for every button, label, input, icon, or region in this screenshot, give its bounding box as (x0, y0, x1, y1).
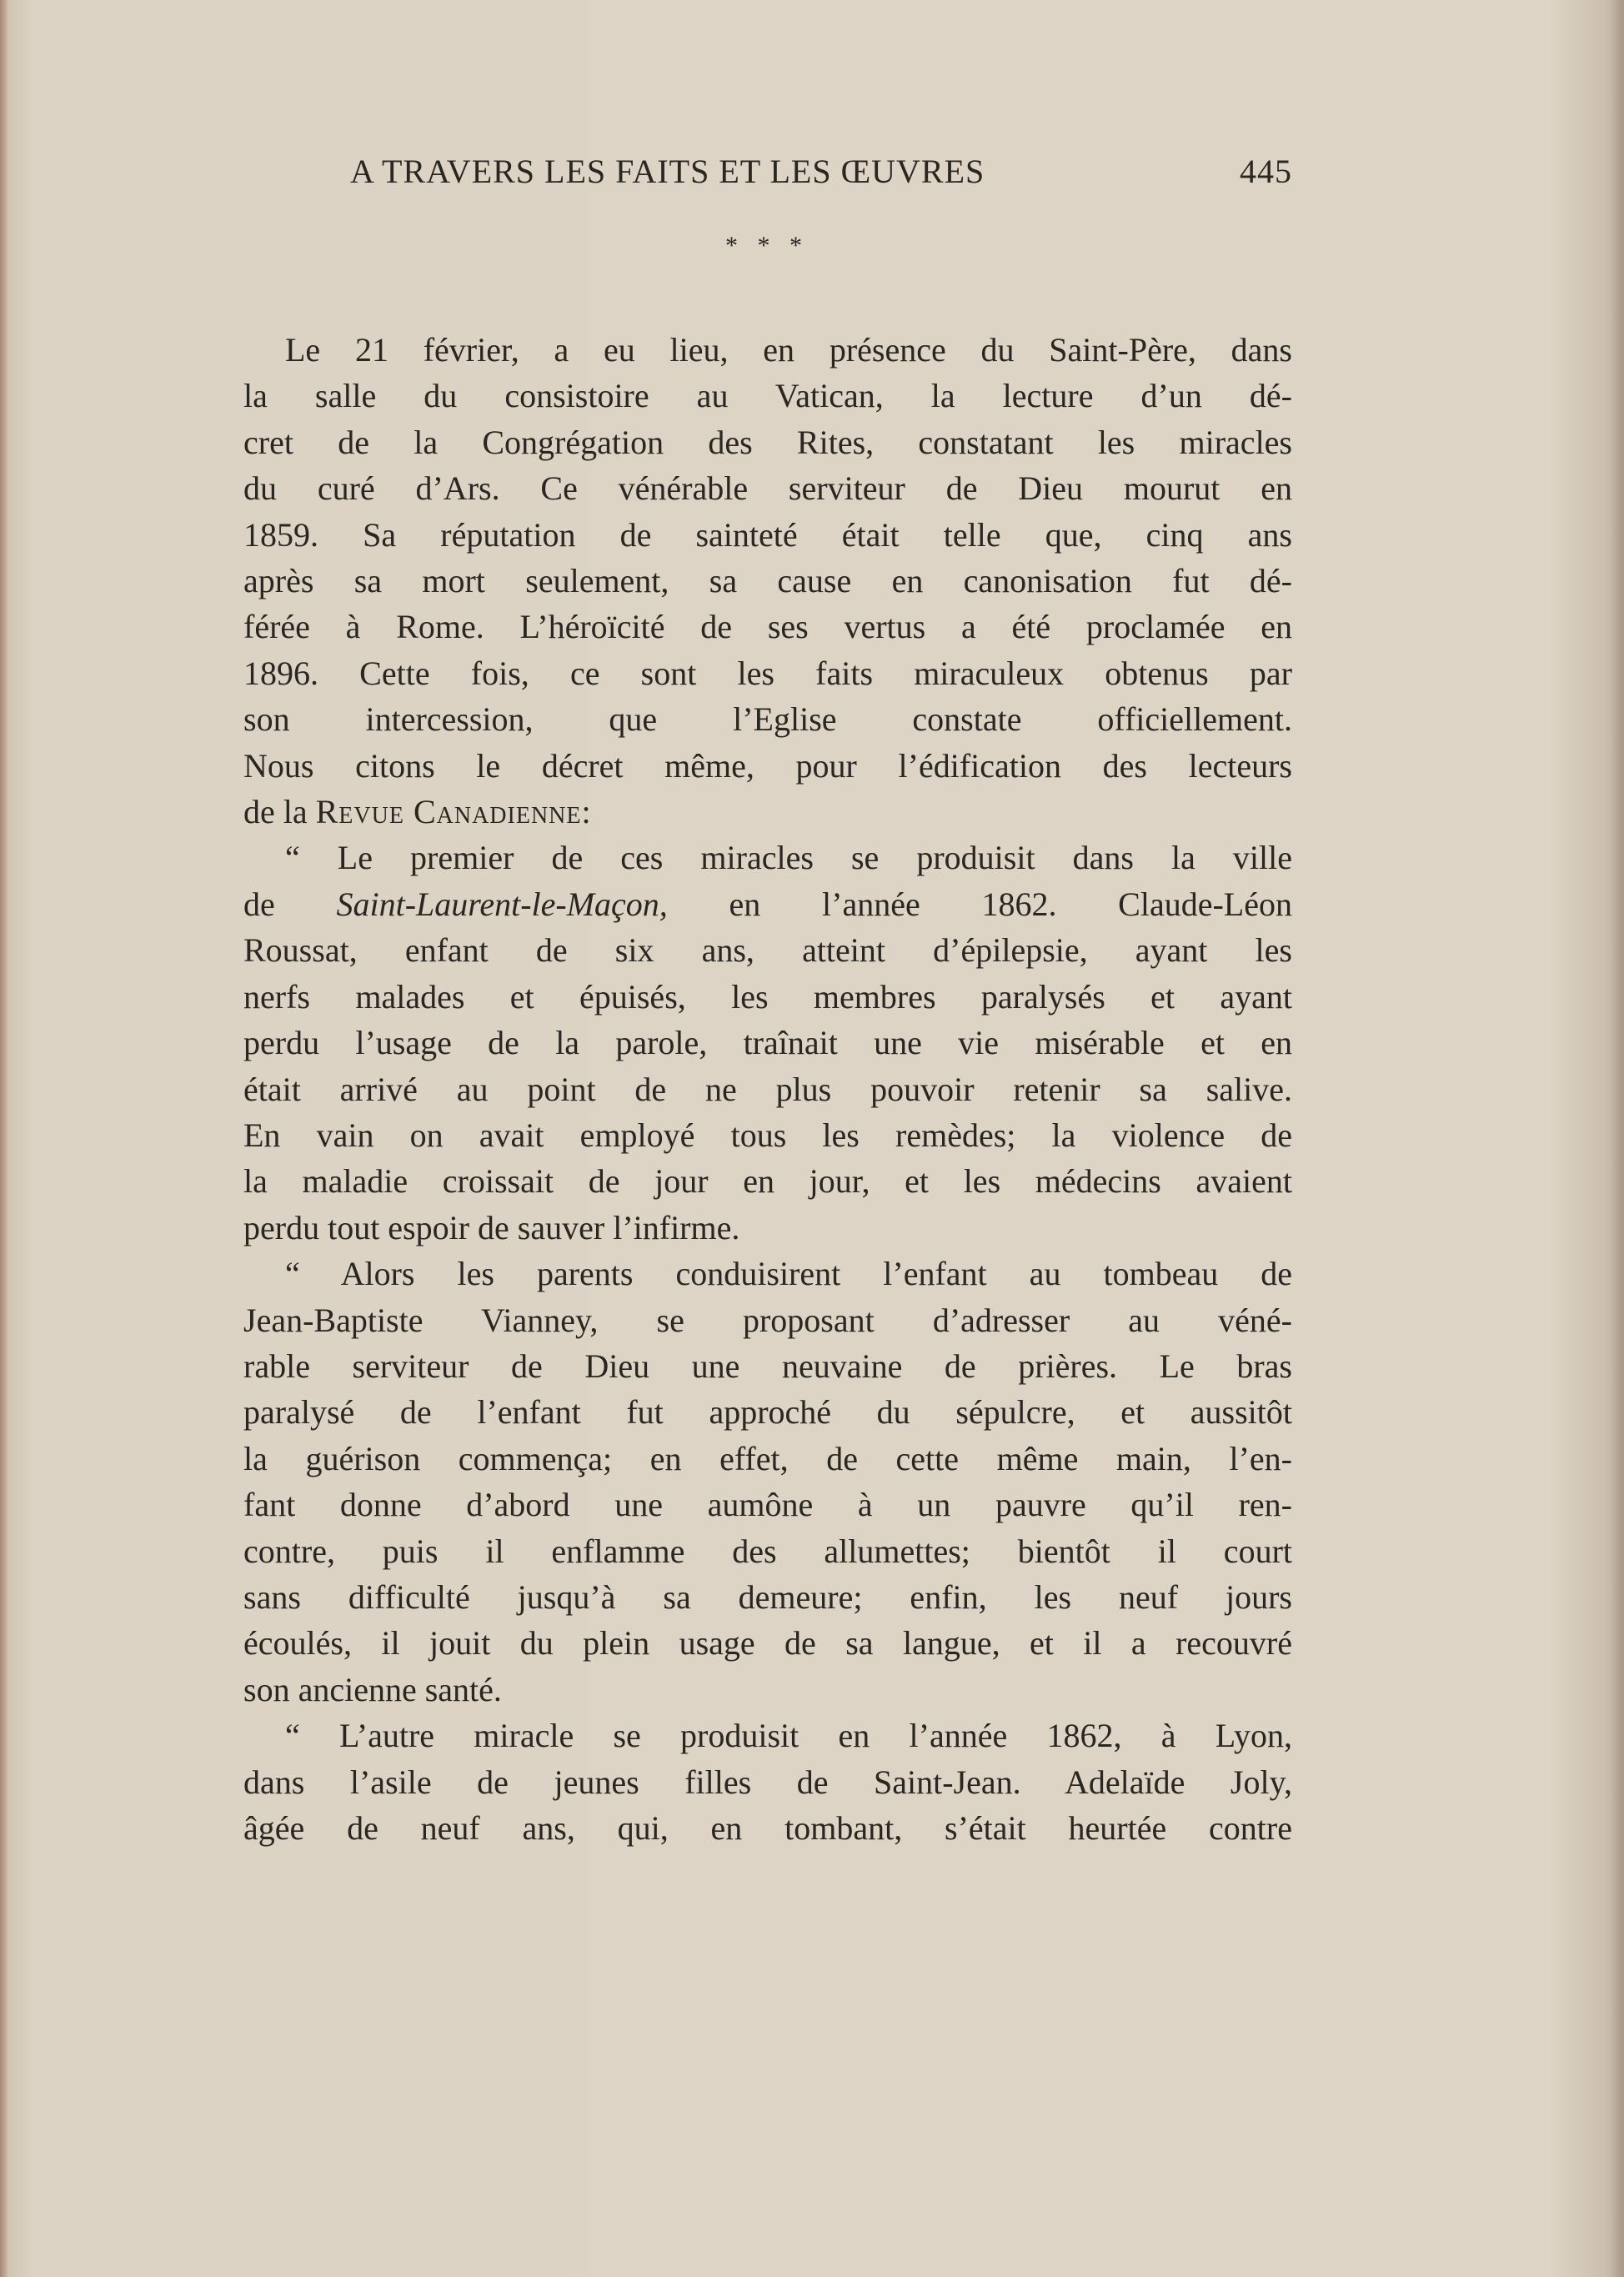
text-line: “ Le premier de ces miracles se produisit dans la ville (285, 839, 1292, 877)
text-line: sans difficulté jusqu’à sa demeure; enfin, les neuf jours (243, 1577, 1292, 1616)
text-line: perdu tout espoir de sauver l’infirme. (243, 1208, 740, 1246)
text-line: contre, puis il enflamme des allumettes; bientôt il court (243, 1532, 1292, 1570)
text-line: Nous citons le décret même, pour l’édification des lecteurs (243, 746, 1292, 785)
text-line: “ Alors les parents conduisirent l’enfant au tombeau de (285, 1255, 1292, 1293)
text-line: nerfs malades et épuisés, les membres paralysés et ayant (243, 977, 1292, 1016)
place-name: Saint-Laurent-le-Maçon, (336, 885, 668, 923)
text-line: âgée de neuf ans, qui, en tombant, s’était heurtée contre (243, 1809, 1292, 1847)
text-line: son ancienne santé. (243, 1670, 502, 1708)
text-line: En vain on avait employé tous les remèdes; la violence de (243, 1116, 1292, 1154)
text-line: Roussat, enfant de six ans, atteint d’épilepsie, ayant les (243, 931, 1292, 970)
paragraph-first-miracle (243, 835, 1292, 1251)
page-right-edge (1611, 0, 1624, 2277)
text-line: 1896. Cette fois, ce sont les faits miraculeux obtenus par (243, 654, 1292, 692)
text-line: 1859. Sa réputation de sainteté était telle que, cinq ans (243, 515, 1292, 554)
text-line: la maladie croissait de jour en jour, et les médecins avaient (243, 1162, 1292, 1201)
text-line: Le 21 février, a eu lieu, en présence du Saint-Père, dans (285, 331, 1292, 369)
text-line: la salle du consistoire au Vatican, la lecture d’un dé- (243, 377, 1292, 415)
text-line: “ L’autre miracle se produisit en l’année 1862, à Lyon, (285, 1717, 1292, 1755)
text-line: paralysé de l’enfant fut approché du sépulcre, et aussitôt (243, 1393, 1292, 1432)
text-fragment: de (243, 885, 337, 923)
text-line: la guérison commença; en effet, de cette même main, l’en- (243, 1439, 1292, 1477)
running-title: A TRAVERS LES FAITS ET LES ŒUVRES (350, 153, 985, 190)
page-number: 445 (1240, 153, 1292, 190)
text-line: perdu l’usage de la parole, traînait une vie misérable et en (243, 1024, 1292, 1062)
text-line: dans l’asile de jeunes filles de Saint-Jean. Adelaïde Joly, (243, 1763, 1292, 1801)
text-line: férée à Rome. L’héroïcité de ses vertus a été proclamée en (243, 608, 1292, 646)
paragraph-intro (243, 327, 1292, 835)
paragraph-healing (243, 1251, 1292, 1713)
text-line: cret de la Congrégation des Rites, constatant les miracles (243, 423, 1292, 461)
text-line: Jean-Baptiste Vianney, se proposant d’adresser au véné- (243, 1301, 1292, 1339)
body-text (243, 327, 1292, 1851)
paragraph-second-miracle (243, 1713, 1292, 1851)
text-line: fant donne d’abord une aumône à un pauvre qu’il ren- (243, 1486, 1292, 1524)
page-left-edge (0, 0, 8, 2277)
text-fragment: en l’année 1862. Claude-Léon (667, 885, 1292, 923)
text-line: écoulés, il jouit du plein usage de sa langue, et il a recouvré (243, 1624, 1292, 1663)
section-separator: * * * (725, 232, 809, 259)
text-line: du curé d’Ars. Ce vénérable serviteur de Dieu mourut en (243, 469, 1292, 508)
text-line (243, 789, 1292, 835)
text-line: était arrivé au point de ne plus pouvoir retenir sa salive. (243, 1070, 1292, 1108)
text-line: après sa mort seulement, sa cause en canonisation fut dé- (243, 562, 1292, 600)
text-line (243, 881, 1292, 927)
text-line: son intercession, que l’Eglise constate officiellement. (243, 700, 1292, 739)
running-head (350, 152, 1292, 202)
text-fragment: : (581, 793, 591, 831)
journal-name: Revue Canadienne (315, 793, 582, 831)
text-fragment: de la (243, 793, 316, 831)
text-line: rable serviteur de Dieu une neuvaine de prières. Le bras (243, 1347, 1292, 1385)
